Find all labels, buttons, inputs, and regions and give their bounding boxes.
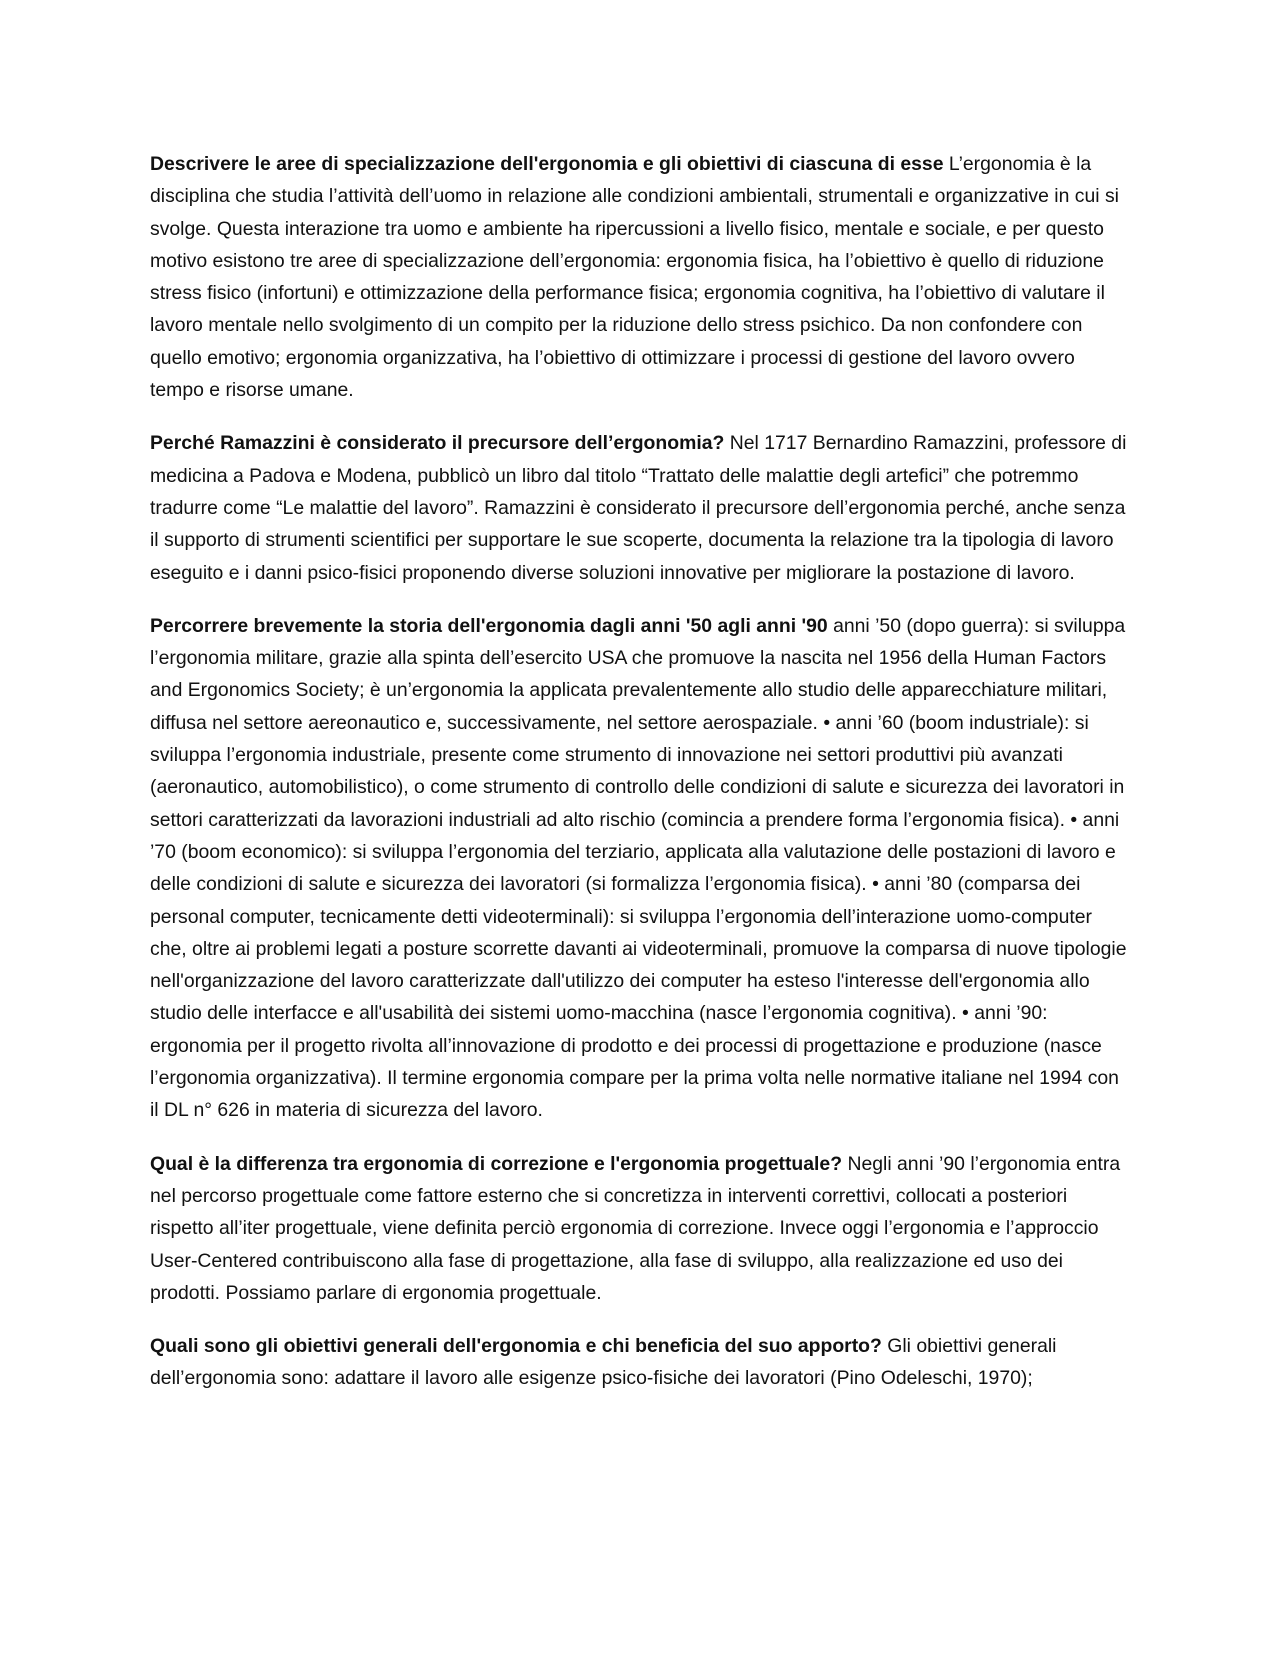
section-question: Percorrere brevemente la storia dell'ergonomia dagli anni '50 agli anni '90 [150,614,828,637]
section-specializzazione [150,148,1132,406]
section-answer: Negli anni ’90 l’ergonomia entra nel percorso progettuale come fattore esterno che si concretizza in interventi correttivi, collocati a posteriori rispetto all’iter progettuale, viene definita perciò ergonomia di correzione. Invece oggi l’ergonomia e l’approccio User-Centered contribuiscono alla fase di progettazione, alla fase di sviluppo, alla realizzazione ed uso dei prodotti. Possiamo parlare di ergonomia progettuale. [150,1152,1121,1304]
section-storia [150,610,1132,1127]
section-obiettivi [150,1330,1132,1395]
document-page [150,148,1132,1416]
section-question: Quali sono gli obiettivi generali dell'ergonomia e chi beneficia del suo apporto? [150,1335,882,1358]
section-answer: anni ’50 (dopo guerra): si sviluppa l’ergonomia militare, grazie alla spinta dell’esercito USA che promuove la nascita nel 1956 della Human Factors and Ergonomics Society; è un’ergonomia la applicata prevalentemente allo studio delle apparecchiature militari, diffusa nel settore aereonautico e, successivamente, nel settore aerospaziale. • anni ’60 (boom industriale): si sviluppa l’ergonomia industriale, presente come strumento di innovazione nei settori produttivi più avanzati (aeronautico, automobilistico), o come strumento di controllo delle condizioni di salute e sicurezza dei lavoratori in settori caratterizzati da lavorazioni industriali ad alto rischio (comincia a prendere forma l’ergonomia fisica). • anni ’70 (boom economico): si sviluppa l’ergonomia del terziario, applicata alla valutazione delle postazioni di lavoro e delle condizioni di salute e sicurezza dei lavoratori (si formalizza l’ergonomia fisica). • anni ’80 (comparsa dei personal computer, tecnicamente detti videoterminali): si sviluppa l’ergonomia dell’interazione uomo-computer che, oltre ai problemi legati a posture scorrette davanti ai videoterminali, promuove la comparsa di nuove tipologie nell'organizzazione del lavoro caratterizzate dall'utilizzo dei computer ha esteso l'interesse dell'ergonomia allo studio delle interfacce e all'usabilità dei sistemi uomo-macchina (nasce l’ergonomia cognitiva). • anni ’90: ergonomia per il progetto rivolta all’innovazione di prodotto e dei processi di progettazione e produzione (nasce l’ergonomia organizzativa). Il termine ergonomia compare per la prima volta nelle normative italiane nel 1994 con il DL n° 626 in materia di sicurezza del lavoro. [150,614,1127,1122]
section-answer: L’ergonomia è la disciplina che studia l’attività dell’uomo in relazione alle condizioni ambientali, strumentali e organizzative in cui si svolge. Questa interazione tra uomo e ambiente ha ripercussioni a livello fisico, mentale e sociale, e per questo motivo esistono tre aree di specializzazione dell’ergonomia: ergonomia fisica, ha l’obiettivo è quello di riduzione stress fisico (infortuni) e ottimizzazione della performance fisica; ergonomia cognitiva, ha l’obiettivo di valutare il lavoro mentale nello svolgimento di un compito per la riduzione dello stress psichico. Da non confondere con quello emotivo; ergonomia organizzativa, ha l’obiettivo di ottimizzare i processi di gestione del lavoro ovvero tempo e risorse umane. [150,153,1119,402]
section-ramazzini [150,427,1132,588]
section-question: Descrivere le aree di specializzazione dell'ergonomia e gli obiettivi di ciascuna di esse [150,153,944,175]
section-differenza [150,1148,1132,1309]
section-answer: Gli obiettivi generali dell’ergonomia sono: adattare il lavoro alle esigenze psico-fisiche dei lavoratori (Pino Odeleschi, 1970); [150,1335,1057,1390]
section-question: Perché Ramazzini è considerato il precursore dell’ergonomia? [150,432,725,455]
section-question: Qual è la differenza tra ergonomia di correzione e l'ergonomia progettuale? [150,1152,843,1175]
section-answer: Nel 1717 Bernardino Ramazzini, professore di medicina a Padova e Modena, pubblicò un libro dal titolo “Trattato delle malattie degli artefici” che potremmo tradurre come “Le malattie del lavoro”. Ramazzini è considerato il precursore dell’ergonomia perché, anche senza il supporto di strumenti scientifici per supportare le sue scoperte, documenta la relazione tra la tipologia di lavoro eseguito e i danni psico-fisici proponendo diverse soluzioni innovative per migliorare la postazione di lavoro. [150,432,1127,584]
